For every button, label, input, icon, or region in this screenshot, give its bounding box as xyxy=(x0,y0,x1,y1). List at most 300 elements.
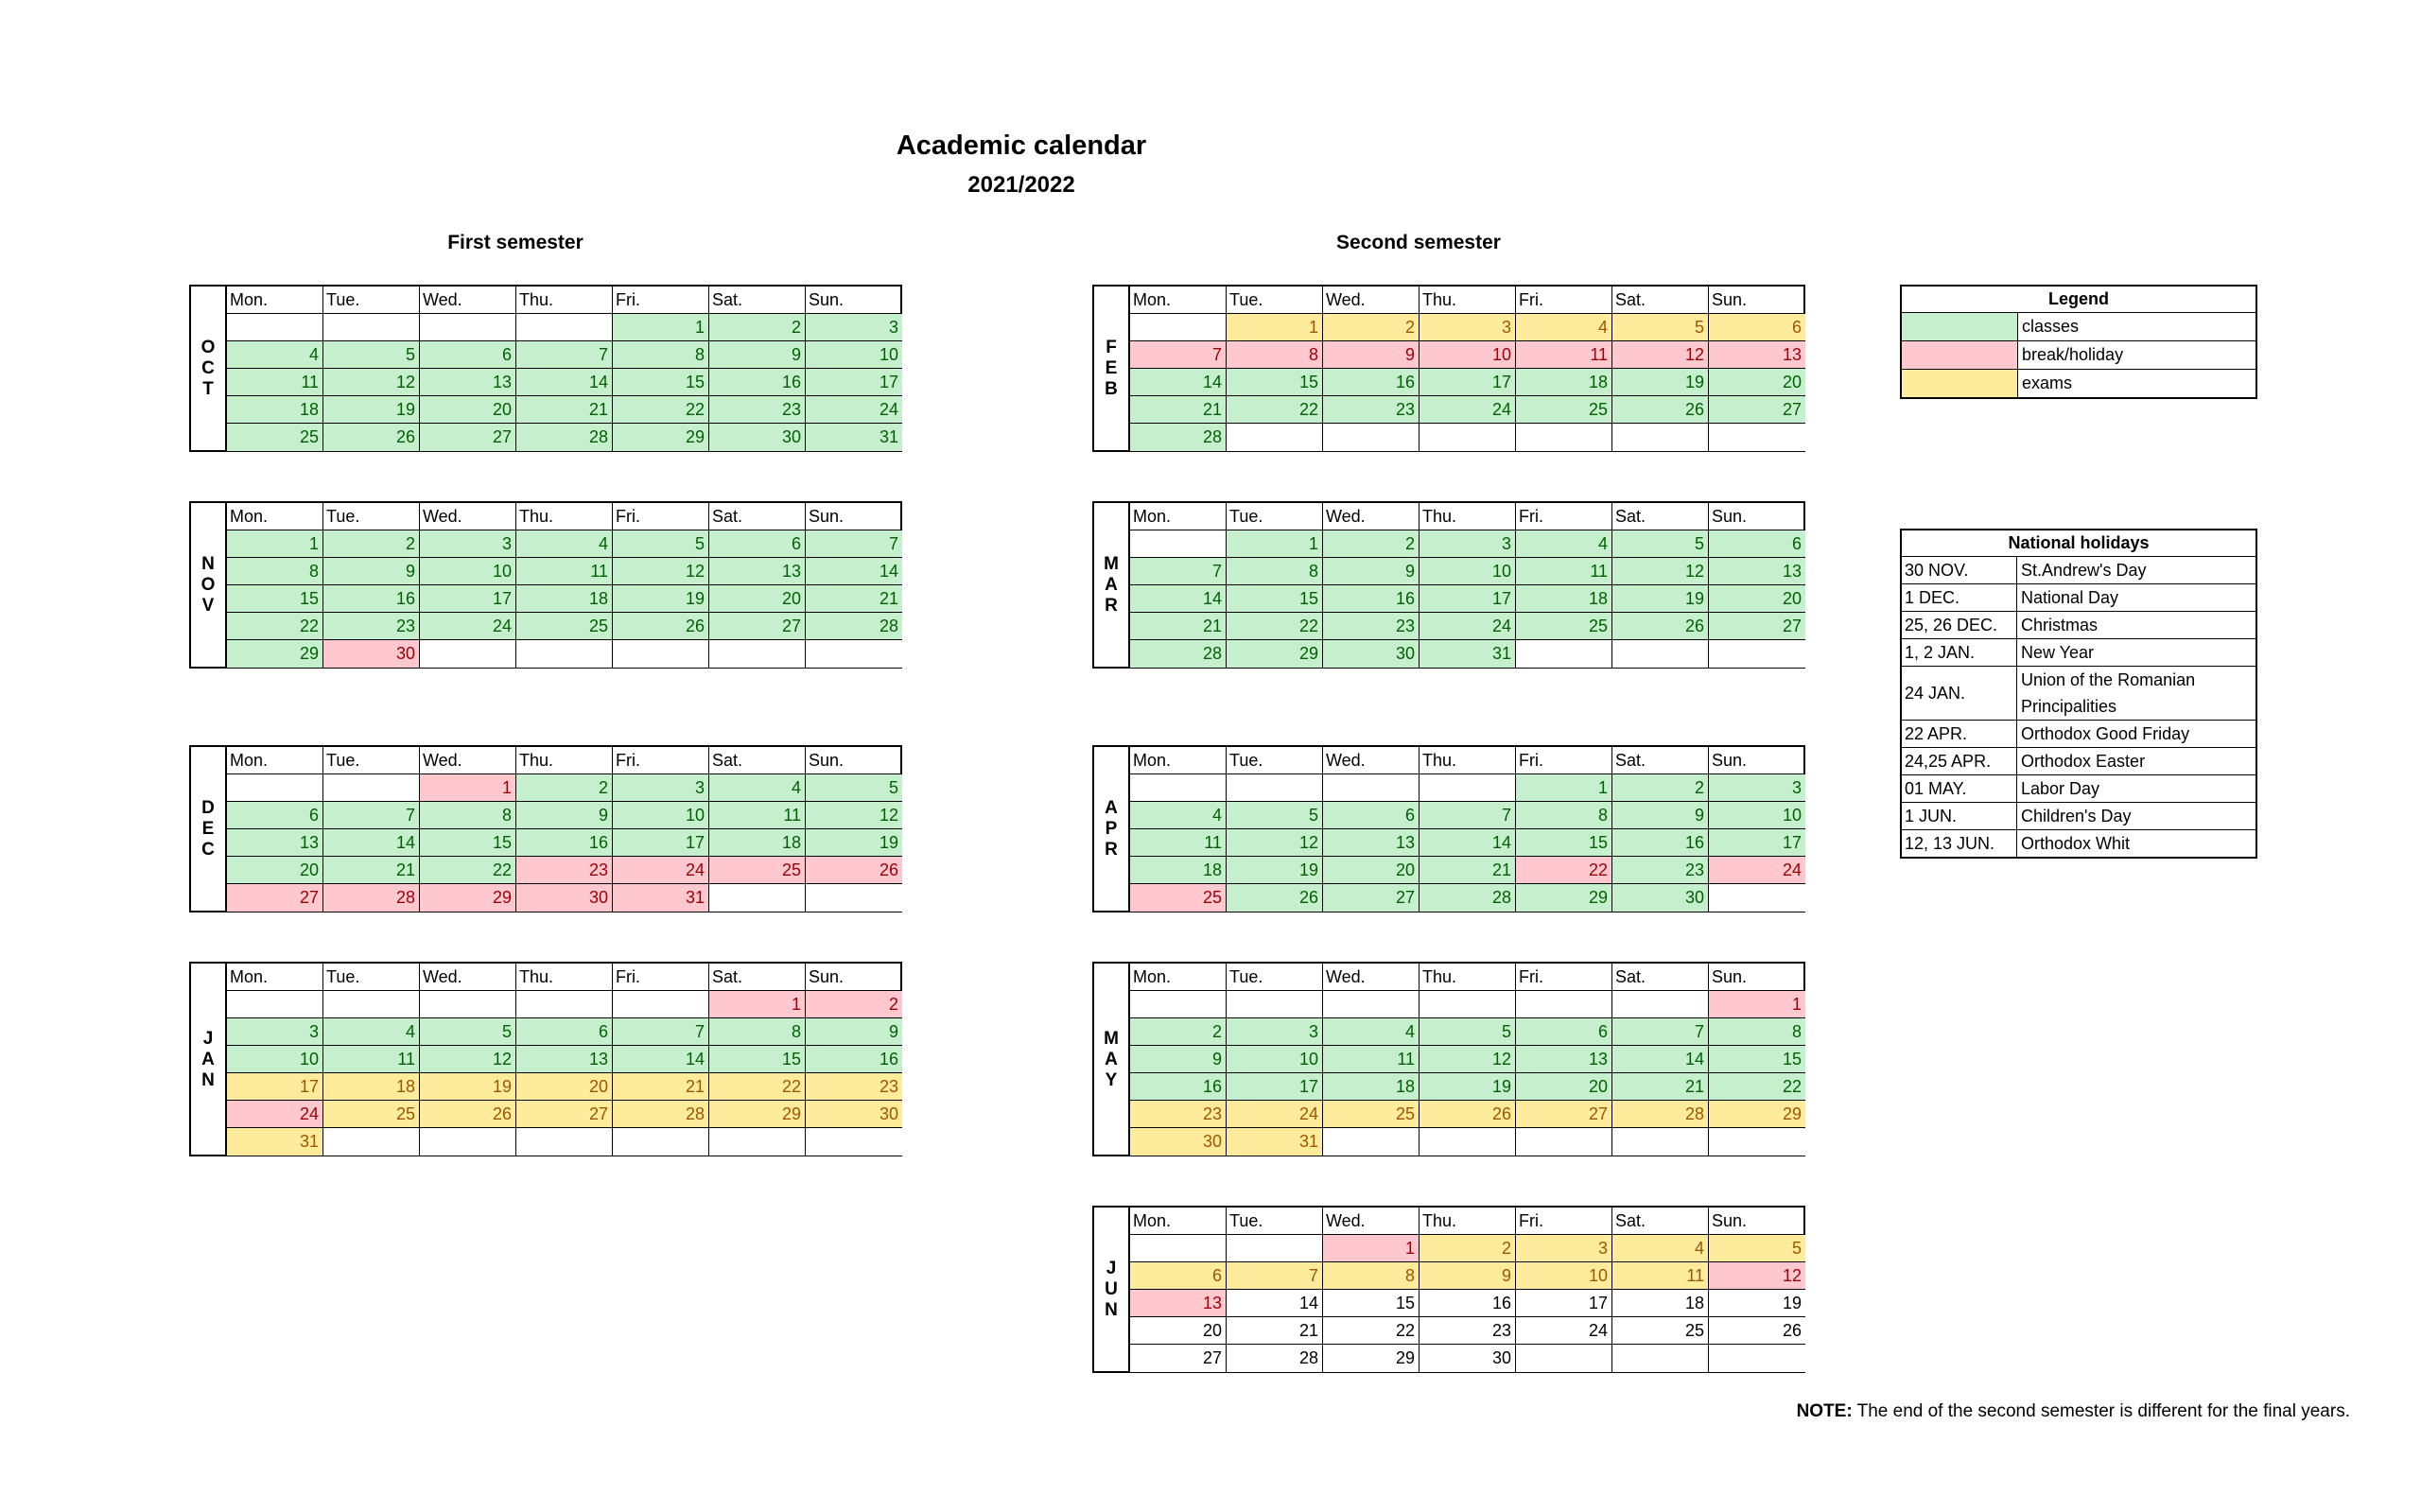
empty-cell xyxy=(613,1128,709,1156)
empty-cell xyxy=(1709,884,1805,912)
legend-label-exams: exams xyxy=(2022,374,2073,392)
day-cell: 9 xyxy=(806,1018,902,1046)
day-cell: 20 xyxy=(1516,1073,1612,1101)
day-cell: 18 xyxy=(227,396,323,424)
weekday-header: Wed. xyxy=(420,747,516,774)
day-cell: 23 xyxy=(1323,396,1420,424)
empty-cell xyxy=(1227,991,1323,1018)
day-cell: 28 xyxy=(806,613,902,640)
day-cell: 24 xyxy=(227,1101,323,1128)
month-grid xyxy=(227,747,902,912)
day-cell: 8 xyxy=(613,341,709,369)
day-cell: 14 xyxy=(1130,369,1227,396)
day-cell: 8 xyxy=(420,802,516,829)
day-cell: 11 xyxy=(1612,1262,1709,1290)
month-label-text: A P R xyxy=(1105,798,1118,860)
day-cell: 27 xyxy=(516,1101,613,1128)
day-cell: 15 xyxy=(1227,369,1323,396)
day-cell: 21 xyxy=(516,396,613,424)
weekday-header: Thu. xyxy=(1420,287,1516,314)
empty-cell xyxy=(1612,1128,1709,1156)
day-cell: 22 xyxy=(1516,857,1612,884)
day-cell: 26 xyxy=(420,1101,516,1128)
day-cell: 23 xyxy=(806,1073,902,1101)
day-cell: 22 xyxy=(709,1073,806,1101)
holiday-name: St.Andrew's Day xyxy=(2021,561,2147,580)
holiday-row xyxy=(1902,557,2256,584)
legend-label-break: break/holiday xyxy=(2022,345,2124,364)
weekday-header: Sat. xyxy=(1612,287,1709,314)
day-cell: 18 xyxy=(1323,1073,1420,1101)
day-cell: 3 xyxy=(227,1018,323,1046)
empty-cell xyxy=(709,640,806,668)
weekday-header: Sat. xyxy=(1612,964,1709,991)
holiday-row xyxy=(1902,775,2256,803)
day-cell: 2 xyxy=(1420,1235,1516,1262)
month-grid xyxy=(1130,964,1805,1156)
weekday-header: Tue. xyxy=(1227,1208,1323,1235)
day-cell: 22 xyxy=(420,857,516,884)
empty-cell xyxy=(1420,991,1516,1018)
day-cell: 21 xyxy=(1227,1317,1323,1345)
day-cell: 14 xyxy=(1227,1290,1323,1317)
weekday-header: Thu. xyxy=(516,287,613,314)
empty-cell xyxy=(516,991,613,1018)
day-cell: 31 xyxy=(1420,640,1516,668)
weekday-header: Mon. xyxy=(1130,503,1227,530)
empty-cell xyxy=(516,314,613,341)
day-cell: 8 xyxy=(1227,558,1323,585)
day-cell: 18 xyxy=(1612,1290,1709,1317)
day-cell: 31 xyxy=(806,424,902,451)
weekday-header: Sat. xyxy=(1612,747,1709,774)
day-cell: 17 xyxy=(1709,829,1805,857)
legend-table xyxy=(1900,285,2257,399)
day-cell: 19 xyxy=(1709,1290,1805,1317)
day-cell: 14 xyxy=(1612,1046,1709,1073)
empty-cell xyxy=(227,314,323,341)
day-cell: 2 xyxy=(1323,314,1420,341)
holiday-row xyxy=(1902,667,2256,721)
holidays-title: National holidays xyxy=(1902,530,2256,557)
day-cell: 15 xyxy=(1516,829,1612,857)
day-cell: 28 xyxy=(1612,1101,1709,1128)
day-cell: 2 xyxy=(806,991,902,1018)
empty-cell xyxy=(1323,424,1420,451)
weekday-header: Mon. xyxy=(227,287,323,314)
day-cell: 7 xyxy=(516,341,613,369)
empty-cell xyxy=(1130,1235,1227,1262)
empty-cell xyxy=(516,640,613,668)
holiday-date: 1, 2 JAN. xyxy=(1902,639,2017,666)
weekday-header: Mon. xyxy=(227,503,323,530)
day-cell: 17 xyxy=(1516,1290,1612,1317)
day-cell: 20 xyxy=(1323,857,1420,884)
empty-cell xyxy=(1612,1345,1709,1372)
weekday-header: Tue. xyxy=(1227,287,1323,314)
day-cell: 9 xyxy=(323,558,420,585)
day-cell: 17 xyxy=(1420,585,1516,613)
day-cell: 17 xyxy=(1227,1073,1323,1101)
national-holidays-table xyxy=(1900,529,2257,859)
holiday-row xyxy=(1902,748,2256,775)
day-cell: 29 xyxy=(709,1101,806,1128)
holiday-date: 22 APR. xyxy=(1902,721,2017,747)
day-cell: 19 xyxy=(1612,369,1709,396)
day-cell: 14 xyxy=(1420,829,1516,857)
day-cell: 16 xyxy=(1612,829,1709,857)
day-cell: 25 xyxy=(1130,884,1227,912)
holiday-date: 30 NOV. xyxy=(1902,557,2017,583)
month-grid xyxy=(1130,747,1805,912)
day-cell: 3 xyxy=(1709,774,1805,802)
day-cell: 18 xyxy=(709,829,806,857)
empty-cell xyxy=(1130,314,1227,341)
day-cell: 2 xyxy=(516,774,613,802)
weekday-header: Thu. xyxy=(1420,747,1516,774)
day-cell: 22 xyxy=(1709,1073,1805,1101)
day-cell: 19 xyxy=(806,829,902,857)
academic-year: 2021/2022 xyxy=(967,172,1075,198)
day-cell: 29 xyxy=(1516,884,1612,912)
weekday-header: Sat. xyxy=(709,503,806,530)
holiday-row xyxy=(1902,803,2256,830)
empty-cell xyxy=(1709,1128,1805,1156)
day-cell: 30 xyxy=(1323,640,1420,668)
day-cell: 8 xyxy=(709,1018,806,1046)
day-cell: 29 xyxy=(1323,1345,1420,1372)
day-cell: 27 xyxy=(1709,613,1805,640)
holiday-date: 24 JAN. xyxy=(1902,667,2017,720)
day-cell: 7 xyxy=(323,802,420,829)
empty-cell xyxy=(420,1128,516,1156)
empty-cell xyxy=(323,774,420,802)
day-cell: 13 xyxy=(1323,829,1420,857)
weekday-header: Fri. xyxy=(1516,503,1612,530)
day-cell: 13 xyxy=(1709,341,1805,369)
day-cell: 20 xyxy=(709,585,806,613)
weekday-header: Fri. xyxy=(1516,287,1612,314)
month-grid xyxy=(227,964,902,1156)
footnote-prefix: NOTE: xyxy=(1796,1401,1853,1421)
day-cell: 7 xyxy=(1130,341,1227,369)
day-cell: 28 xyxy=(1130,640,1227,668)
holiday-name: Orthodox Good Friday xyxy=(2021,724,2190,743)
day-cell: 7 xyxy=(1420,802,1516,829)
day-cell: 29 xyxy=(1709,1101,1805,1128)
holiday-name: New Year xyxy=(2021,643,2095,662)
day-cell: 14 xyxy=(613,1046,709,1073)
month-label xyxy=(1094,747,1130,912)
month-label xyxy=(1094,287,1130,451)
day-cell: 14 xyxy=(323,829,420,857)
day-cell: 25 xyxy=(323,1101,420,1128)
legend-swatch-exams xyxy=(1902,370,2018,397)
day-cell: 15 xyxy=(1227,585,1323,613)
day-cell: 15 xyxy=(1323,1290,1420,1317)
holiday-name: National Day xyxy=(2021,588,2119,607)
day-cell: 9 xyxy=(1612,802,1709,829)
weekday-header: Fri. xyxy=(613,287,709,314)
holiday-name: Children's Day xyxy=(2021,807,2132,826)
day-cell: 16 xyxy=(1130,1073,1227,1101)
day-cell: 24 xyxy=(1516,1317,1612,1345)
month-calendar-oct xyxy=(189,285,902,452)
empty-cell xyxy=(1130,774,1227,802)
empty-cell xyxy=(1709,424,1805,451)
day-cell: 19 xyxy=(1612,585,1709,613)
day-cell: 4 xyxy=(709,774,806,802)
month-calendar-mar xyxy=(1092,501,1805,669)
day-cell: 11 xyxy=(227,369,323,396)
weekday-header: Mon. xyxy=(1130,964,1227,991)
day-cell: 2 xyxy=(1612,774,1709,802)
day-cell: 4 xyxy=(1130,802,1227,829)
day-cell: 30 xyxy=(1130,1128,1227,1156)
empty-cell xyxy=(1516,1128,1612,1156)
day-cell: 6 xyxy=(1323,802,1420,829)
day-cell: 26 xyxy=(1420,1101,1516,1128)
weekday-header: Wed. xyxy=(1323,964,1420,991)
day-cell: 26 xyxy=(613,613,709,640)
day-cell: 24 xyxy=(1420,396,1516,424)
month-calendar-jun xyxy=(1092,1206,1805,1373)
day-cell: 28 xyxy=(1420,884,1516,912)
day-cell: 3 xyxy=(420,530,516,558)
day-cell: 15 xyxy=(613,369,709,396)
day-cell: 1 xyxy=(1516,774,1612,802)
weekday-header: Wed. xyxy=(1323,1208,1420,1235)
weekday-header: Fri. xyxy=(1516,1208,1612,1235)
month-label xyxy=(191,503,227,668)
day-cell: 27 xyxy=(1130,1345,1227,1372)
day-cell: 4 xyxy=(227,341,323,369)
month-label xyxy=(1094,1208,1130,1372)
day-cell: 4 xyxy=(1323,1018,1420,1046)
month-calendar-nov xyxy=(189,501,902,669)
holiday-name: Labor Day xyxy=(2021,779,2100,798)
holiday-name: Christmas xyxy=(2021,616,2099,634)
empty-cell xyxy=(1516,991,1612,1018)
day-cell: 20 xyxy=(1709,369,1805,396)
day-cell: 6 xyxy=(420,341,516,369)
day-cell: 8 xyxy=(1516,802,1612,829)
month-label xyxy=(191,287,227,451)
day-cell: 10 xyxy=(806,341,902,369)
day-cell: 23 xyxy=(1323,613,1420,640)
weekday-header: Thu. xyxy=(1420,964,1516,991)
weekday-header: Wed. xyxy=(420,503,516,530)
day-cell: 26 xyxy=(1612,613,1709,640)
day-cell: 23 xyxy=(1612,857,1709,884)
day-cell: 10 xyxy=(227,1046,323,1073)
day-cell: 20 xyxy=(227,857,323,884)
month-label-text: J A N xyxy=(201,1028,215,1090)
empty-cell xyxy=(1709,640,1805,668)
month-calendar-feb xyxy=(1092,285,1805,452)
day-cell: 9 xyxy=(709,341,806,369)
day-cell: 4 xyxy=(516,530,613,558)
day-cell: 11 xyxy=(1516,341,1612,369)
day-cell: 5 xyxy=(1612,314,1709,341)
month-label-text: F E B xyxy=(1105,338,1118,399)
month-label-text: D E C xyxy=(201,798,215,860)
day-cell: 28 xyxy=(1227,1345,1323,1372)
day-cell: 6 xyxy=(1709,530,1805,558)
day-cell: 3 xyxy=(1516,1235,1612,1262)
empty-cell xyxy=(1612,424,1709,451)
day-cell: 28 xyxy=(516,424,613,451)
weekday-header: Wed. xyxy=(420,964,516,991)
holiday-name: Orthodox Easter xyxy=(2021,752,2146,771)
day-cell: 4 xyxy=(323,1018,420,1046)
day-cell: 6 xyxy=(516,1018,613,1046)
weekday-header: Sun. xyxy=(1709,1208,1805,1235)
month-calendar-jan xyxy=(189,962,902,1156)
weekday-header: Wed. xyxy=(1323,747,1420,774)
day-cell: 12 xyxy=(613,558,709,585)
weekday-header: Sat. xyxy=(709,964,806,991)
day-cell: 25 xyxy=(516,613,613,640)
day-cell: 22 xyxy=(613,396,709,424)
holiday-date: 1 JUN. xyxy=(1902,803,2017,829)
day-cell: 26 xyxy=(1709,1317,1805,1345)
day-cell: 7 xyxy=(613,1018,709,1046)
day-cell: 30 xyxy=(709,424,806,451)
day-cell: 13 xyxy=(227,829,323,857)
empty-cell xyxy=(1227,1235,1323,1262)
day-cell: 29 xyxy=(420,884,516,912)
day-cell: 31 xyxy=(227,1128,323,1156)
day-cell: 8 xyxy=(1709,1018,1805,1046)
empty-cell xyxy=(1516,640,1612,668)
day-cell: 6 xyxy=(1516,1018,1612,1046)
day-cell: 14 xyxy=(806,558,902,585)
day-cell: 10 xyxy=(1227,1046,1323,1073)
weekday-header: Fri. xyxy=(1516,964,1612,991)
empty-cell xyxy=(323,314,420,341)
day-cell: 15 xyxy=(420,829,516,857)
day-cell: 24 xyxy=(1709,857,1805,884)
day-cell: 1 xyxy=(1323,1235,1420,1262)
weekday-header: Sat. xyxy=(1612,503,1709,530)
footnote xyxy=(1797,1401,2350,1422)
footnote-text: The end of the second semester is different for the final years. xyxy=(1852,1401,2350,1421)
day-cell: 27 xyxy=(1323,884,1420,912)
empty-cell xyxy=(516,1128,613,1156)
day-cell: 20 xyxy=(420,396,516,424)
day-cell: 10 xyxy=(420,558,516,585)
day-cell: 11 xyxy=(516,558,613,585)
month-grid xyxy=(1130,1208,1805,1372)
day-cell: 11 xyxy=(709,802,806,829)
month-label-text: N O V xyxy=(200,554,216,616)
second-semester-heading: Second semester xyxy=(1336,232,1501,253)
weekday-header: Tue. xyxy=(1227,503,1323,530)
day-cell: 17 xyxy=(613,829,709,857)
day-cell: 5 xyxy=(806,774,902,802)
day-cell: 21 xyxy=(1130,396,1227,424)
day-cell: 2 xyxy=(1323,530,1420,558)
day-cell: 11 xyxy=(1323,1046,1420,1073)
empty-cell xyxy=(227,774,323,802)
empty-cell xyxy=(420,640,516,668)
weekday-header: Fri. xyxy=(613,964,709,991)
empty-cell xyxy=(1227,774,1323,802)
day-cell: 24 xyxy=(420,613,516,640)
day-cell: 19 xyxy=(420,1073,516,1101)
weekday-header: Wed. xyxy=(1323,287,1420,314)
empty-cell xyxy=(227,991,323,1018)
weekday-header: Sat. xyxy=(1612,1208,1709,1235)
day-cell: 25 xyxy=(709,857,806,884)
day-cell: 16 xyxy=(516,829,613,857)
month-calendar-apr xyxy=(1092,745,1805,912)
day-cell: 18 xyxy=(1516,369,1612,396)
day-cell: 12 xyxy=(420,1046,516,1073)
day-cell: 21 xyxy=(1130,613,1227,640)
day-cell: 21 xyxy=(1612,1073,1709,1101)
day-cell: 23 xyxy=(1420,1317,1516,1345)
day-cell: 12 xyxy=(1420,1046,1516,1073)
day-cell: 31 xyxy=(613,884,709,912)
weekday-header: Sat. xyxy=(709,747,806,774)
day-cell: 27 xyxy=(709,613,806,640)
legend-swatch-break xyxy=(1902,341,2018,369)
day-cell: 12 xyxy=(1612,558,1709,585)
holiday-name: Union of the Romanian Principalities xyxy=(2021,670,2196,716)
weekday-header: Mon. xyxy=(1130,747,1227,774)
month-label xyxy=(1094,964,1130,1156)
day-cell: 22 xyxy=(227,613,323,640)
day-cell: 12 xyxy=(1709,1262,1805,1290)
day-cell: 22 xyxy=(1227,613,1323,640)
day-cell: 7 xyxy=(1130,558,1227,585)
weekday-header: Wed. xyxy=(420,287,516,314)
legend-row-classes xyxy=(1902,313,2256,341)
weekday-header: Wed. xyxy=(1323,503,1420,530)
day-cell: 17 xyxy=(227,1073,323,1101)
day-cell: 24 xyxy=(1227,1101,1323,1128)
empty-cell xyxy=(806,1128,902,1156)
month-grid xyxy=(227,287,902,451)
day-cell: 26 xyxy=(323,424,420,451)
day-cell: 20 xyxy=(1130,1317,1227,1345)
day-cell: 10 xyxy=(1420,341,1516,369)
day-cell: 8 xyxy=(227,558,323,585)
day-cell: 30 xyxy=(516,884,613,912)
day-cell: 9 xyxy=(1130,1046,1227,1073)
day-cell: 18 xyxy=(516,585,613,613)
day-cell: 23 xyxy=(516,857,613,884)
day-cell: 31 xyxy=(1227,1128,1323,1156)
weekday-header: Tue. xyxy=(323,287,420,314)
day-cell: 1 xyxy=(1227,314,1323,341)
day-cell: 30 xyxy=(1420,1345,1516,1372)
holiday-date: 12, 13 JUN. xyxy=(1902,830,2017,857)
weekday-header: Sun. xyxy=(1709,747,1805,774)
day-cell: 2 xyxy=(709,314,806,341)
day-cell: 20 xyxy=(1709,585,1805,613)
day-cell: 29 xyxy=(227,640,323,668)
month-label xyxy=(1094,503,1130,668)
day-cell: 11 xyxy=(323,1046,420,1073)
day-cell: 20 xyxy=(516,1073,613,1101)
day-cell: 15 xyxy=(709,1046,806,1073)
day-cell: 11 xyxy=(1130,829,1227,857)
empty-cell xyxy=(1709,1345,1805,1372)
empty-cell xyxy=(613,640,709,668)
